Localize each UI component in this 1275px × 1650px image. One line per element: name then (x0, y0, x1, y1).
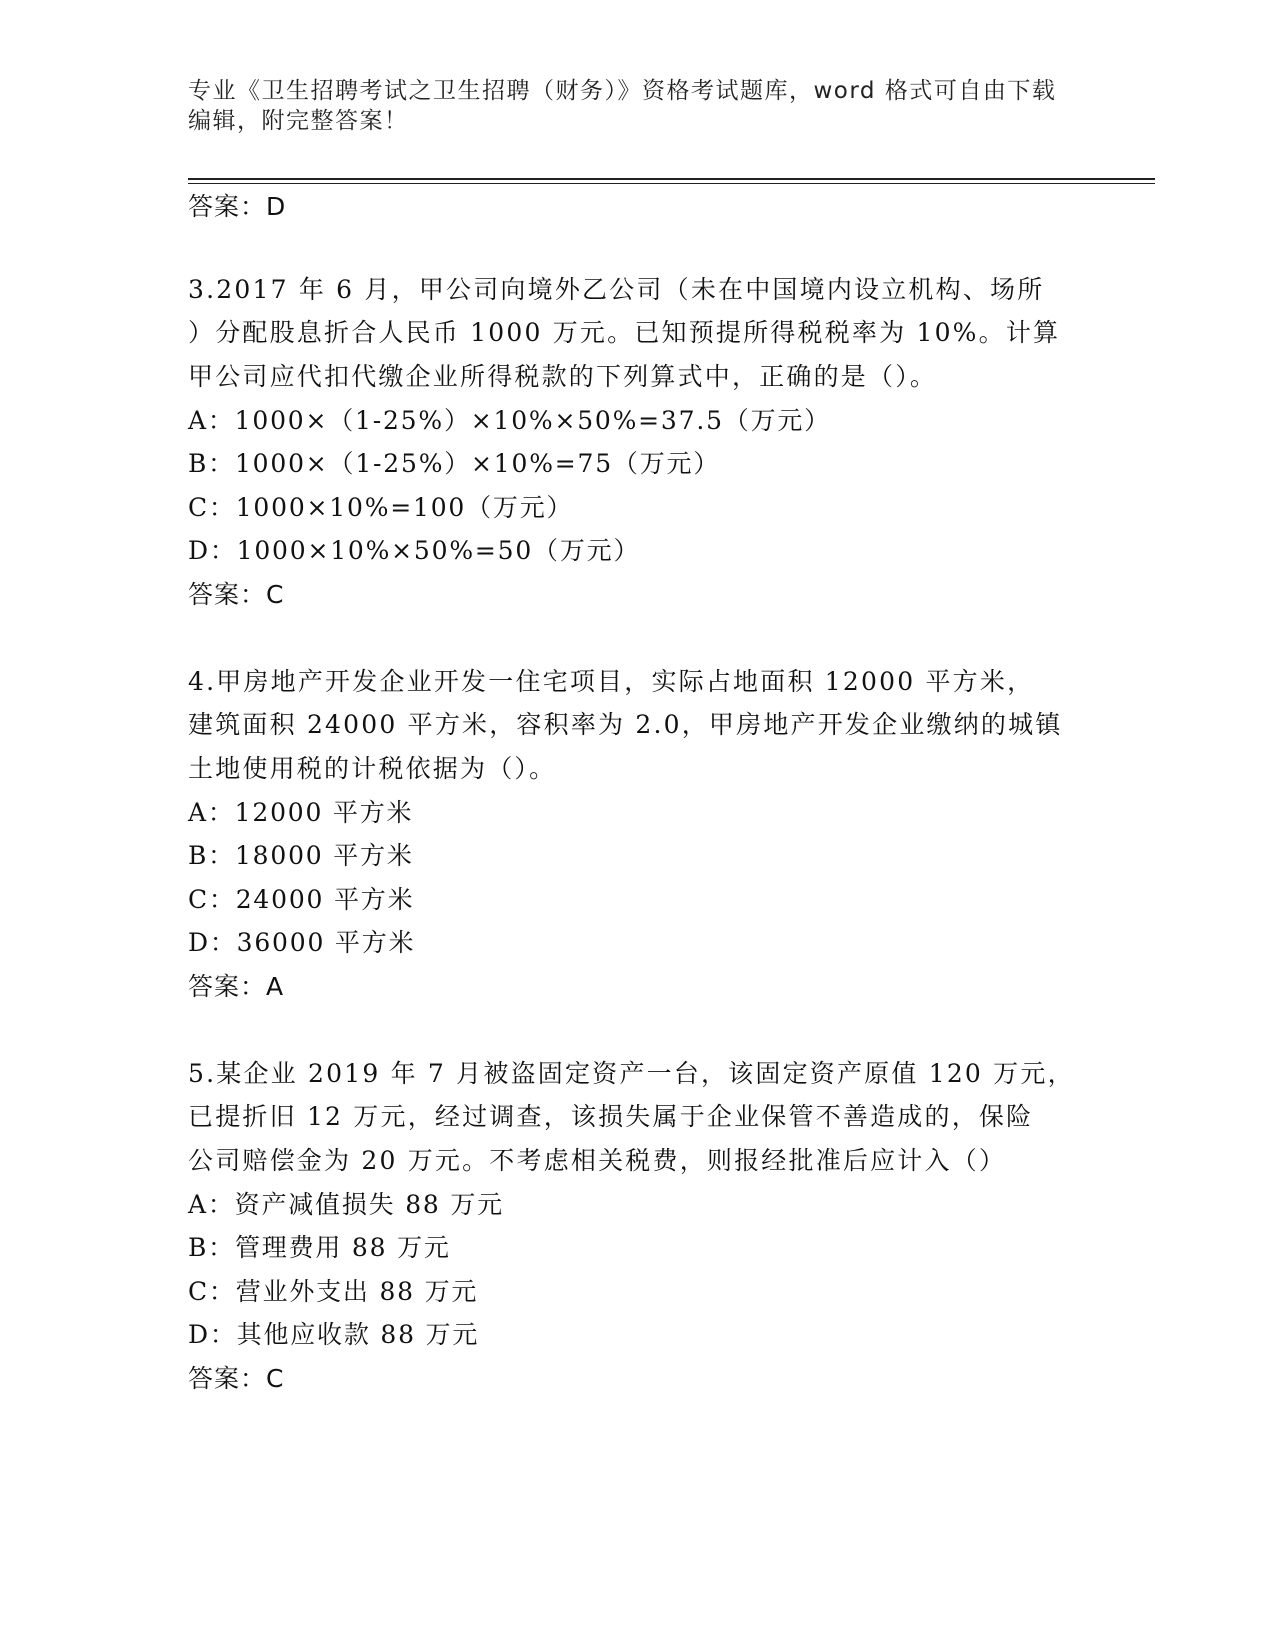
question-4-option-a: A：12000 平方米 (188, 798, 414, 827)
question-4-stem-line-1: 4.甲房地产开发企业开发一住宅项目，实际占地面积 12000 平方米， (188, 667, 1035, 696)
question-4-option-c: C：24000 平方米 (188, 885, 415, 914)
question-5-option-a: A：资产减值损失 88 万元 (188, 1190, 504, 1219)
question-3-option-b: B：1000×（1-25%）×10%=75（万元） (188, 449, 721, 478)
header-divider-thick (188, 178, 1155, 180)
question-3-option-a: A：1000×（1-25%）×10%×50%=37.5（万元） (188, 406, 831, 435)
header-divider-thin (188, 183, 1155, 184)
question-4-stem-line-3: 土地使用税的计税依据为（）。 (188, 754, 557, 783)
question-4-option-d: D：36000 平方米 (188, 928, 416, 957)
question-5-answer: 答案：C (188, 1364, 285, 1393)
document-header-intro: 专业《卫生招聘考试之卫生招聘（财务）》资格考试题库，word 格式可自由下载编辑，附完整答案！ (188, 78, 1057, 134)
question-4-stem-line-2: 建筑面积 24000 平方米，容积率为 2.0，甲房地产开发企业缴纳的城镇 (188, 710, 1063, 739)
question-4-answer: 答案：A (188, 972, 285, 1001)
question-3-stem-line-2: ）分配股息折合人民币 1000 万元。已知预提所得税税率为 10%。计算 (188, 318, 1061, 347)
question-5-stem-line-3: 公司赔偿金为 20 万元。不考虑相关税费，则报经批准后应计入（） (188, 1146, 1007, 1175)
question-5-option-b: B：管理费用 88 万元 (188, 1233, 451, 1262)
question-3-option-d: D：1000×10%×50%=50（万元） (188, 536, 641, 565)
question-3-stem-line-3: 甲公司应代扣代缴企业所得税款的下列算式中，正确的是（）。 (188, 362, 938, 391)
question-5-option-c: C：营业外支出 88 万元 (188, 1277, 479, 1306)
question-5-stem-line-1: 5.某企业 2019 年 7 月被盗固定资产一台，该固定资产原值 120 万元， (188, 1059, 1075, 1088)
question-5-stem-line-2: 已提折旧 12 万元，经过调查，该损失属于企业保管不善造成的，保险 (188, 1102, 1034, 1131)
question-4-option-b: B：18000 平方米 (188, 841, 414, 870)
question-3-option-c: C：1000×10%=100（万元） (188, 493, 574, 522)
answer-previous-question: 答案：D (188, 192, 287, 221)
question-3-answer: 答案：C (188, 580, 285, 609)
question-5-option-d: D：其他应收款 88 万元 (188, 1320, 480, 1349)
question-3-stem-line-1: 3.2017 年 6 月，甲公司向境外乙公司（未在中国境内设立机构、场所 (188, 275, 1045, 304)
